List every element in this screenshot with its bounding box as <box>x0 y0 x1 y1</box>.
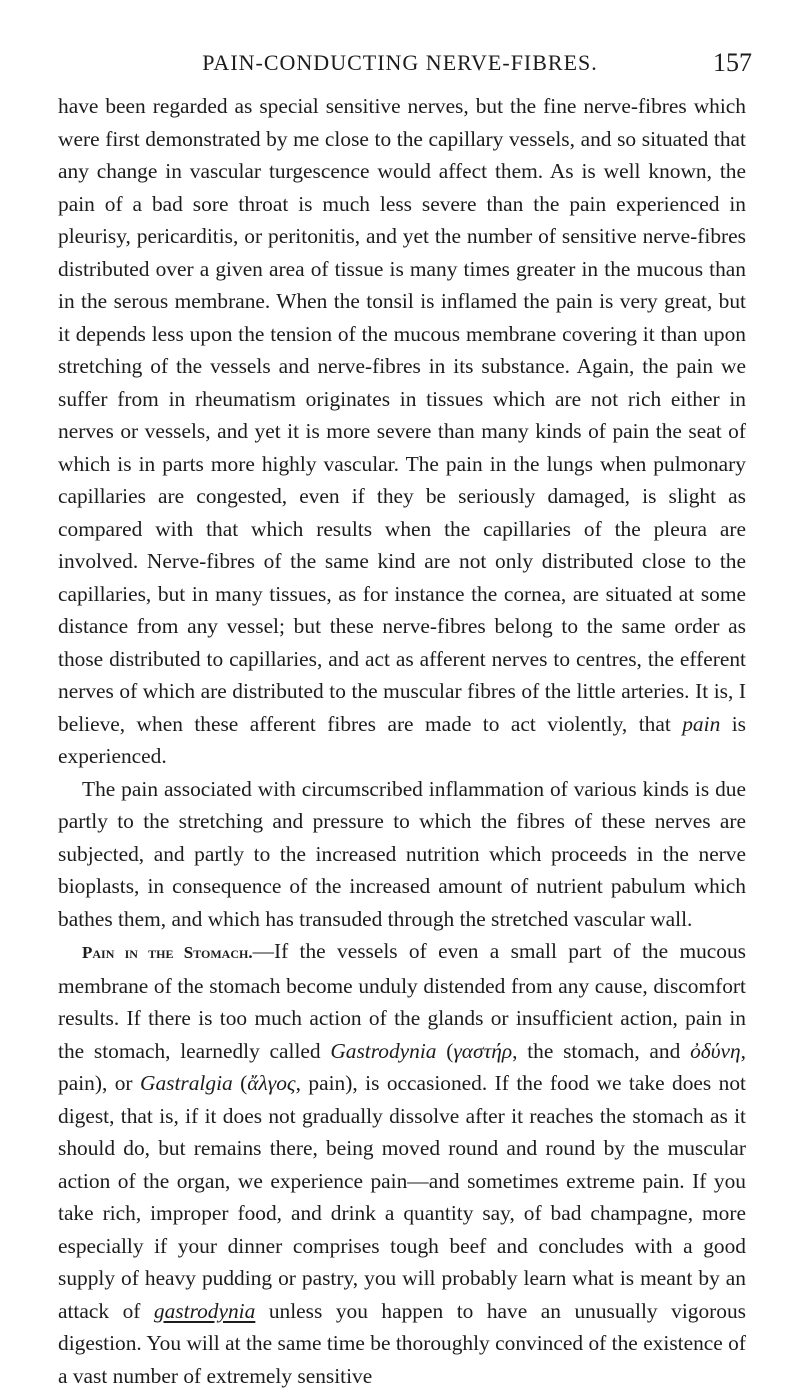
text-span: , the stomach, and <box>512 1038 691 1063</box>
paragraph-stomach <box>58 935 746 1392</box>
text-span: , pain), or <box>58 1038 746 1095</box>
text-span: —If the vessels of even a small part of the mucous membrane of the stomach become unduly distended from any cause, discomfort results. If there is too much action of the glands or insufficient action, pain in the stomach, learnedly called <box>58 939 746 1063</box>
term-gastrodynia-lower: gastrodynia <box>153 1298 256 1323</box>
body-text <box>58 90 746 1392</box>
emphasis-pain: pain <box>682 711 721 736</box>
running-head <box>0 28 800 77</box>
greek-word-algos: ἄλγος <box>247 1071 296 1095</box>
page-number: 157 <box>713 48 752 77</box>
term-gastrodynia: Gastrodynia <box>330 1038 437 1063</box>
text-span: , pain), is occasioned. If the food we take does not digest, that is, if it does not gradually dissolve after it reaches the stomach as it should do, but remains there, being moved round and round by the muscular action of the organ, we experience pain—and sometimes extreme pain. If you take rich, improper food, and drink a quantity say, of bad champagne, more especially if your dinner comprises tough beef and concludes with a good supply of heavy pudding or pastry, you will probably learn what is meant by an attack of <box>58 1071 746 1323</box>
section-heading: Pain in the Stomach. <box>82 943 253 962</box>
greek-word-gaster: γαστήρ <box>453 1038 513 1063</box>
text-span: unless you happen to have an unusually vigorous digestion. You will at the same time be thoroughly convinced of the existence of a vast number of extremely sensitive <box>58 1298 746 1388</box>
paragraph-text: have been regarded as special sensitive nerves, but the fine nerve-fibres which were first demonstrated by me close to the capillary vessels, and so situated that any change in vascular turgescence would affect them. As is well known, the pain of a bad sore throat is much less severe than the pain experienced in pleurisy, pericarditis, or peritonitis, and yet the number of sensitive nerve-fibres distributed over a given area of tissue is many times greater in the mucous than in the serous membrane. When the tonsil is inflamed the pain is very great, but it depends less upon the tension of the mucous membrane covering it than upon stretching of the vessels and nerve-fibres in its substance. Again, the pain we suffer from in rheumatism originates in tissues which are not rich either in nerves or vessels, and yet it is more severe than many kinds of pain the seat of which is in parts more highly vascular. The pain in the lungs when pulmonary capillaries are congested, even if they be seriously damaged, is slight as compared with that which results when the capillaries of the pleura are involved. Nerve-fibres of the same kind are not only distributed close to the capillaries, but in many tissues, as for instance the cornea, are situated at some distance from any vessel; but these nerve-fibres belong to the same order as those distributed to capillaries, and act as afferent nerves to centres, the efferent nerves of which are distributed to the muscular fibres of the little arteries. It is, I believe, when these afferent fibres are made to act violently, that <box>58 94 746 736</box>
paragraph-text-end: is experienced. <box>58 711 746 768</box>
running-title: PAIN-CONDUCTING NERVE-FIBRES. <box>202 50 598 75</box>
text-span: ( <box>436 1038 454 1063</box>
paragraph-inflammation: The pain associated with circumscribed inflammation of various kinds is due partly to the stretching and pressure to which the fibres of these nerves are subjected, and partly to the increased nutrition which proceeds in the nerve bioplasts, in consequence of the increased amount of nutrient pabulum which bathes them, and which has transuded through the stretched vascular wall. <box>58 776 746 931</box>
greek-word-odyne: ὀδύνη <box>690 1038 741 1063</box>
paragraph-continued <box>58 90 746 773</box>
term-gastralgia: Gastralgia <box>140 1071 233 1095</box>
text-span: ( <box>232 1071 248 1095</box>
